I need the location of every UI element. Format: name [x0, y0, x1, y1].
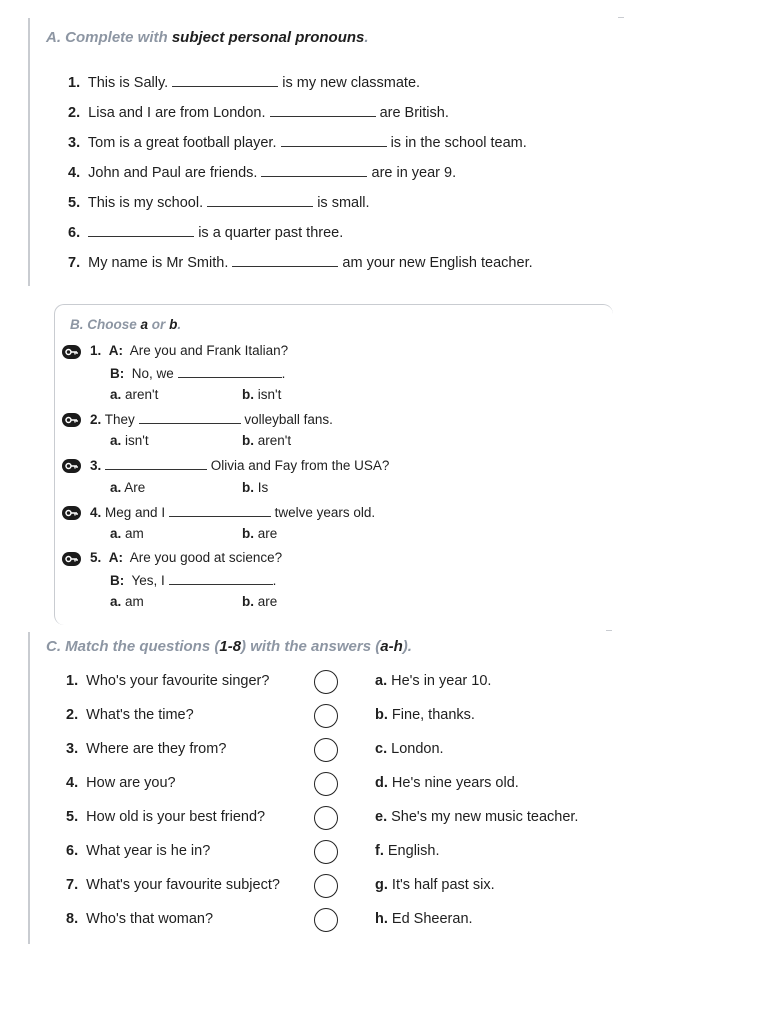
question-item: 2. What's the time?	[66, 707, 194, 723]
key-icon[interactable]	[62, 459, 81, 473]
answer-item: h. Ed Sheeran.	[375, 911, 473, 927]
exercise-b-item-1-reply: B: No, we .	[110, 366, 286, 381]
question-item: 5. How old is your best friend?	[66, 809, 266, 825]
exercise-a-item: 2. Lisa and I are from London. are British.	[68, 105, 449, 121]
answer-blank[interactable]	[105, 457, 207, 470]
exercise-a-item: 1. This is Sally. is my new classmate.	[68, 75, 421, 91]
answer-item: f. English.	[375, 843, 440, 859]
key-icon[interactable]	[62, 345, 81, 359]
question-item: 8. Who's that woman?	[66, 911, 214, 927]
answer-circle[interactable]	[314, 840, 338, 864]
question-item: 1. Who's your favourite singer?	[66, 673, 270, 689]
question-item: 6. What year is he in?	[66, 843, 211, 859]
answer-item: a. He's in year 10.	[375, 673, 492, 689]
question-item: 4. How are you?	[66, 775, 176, 791]
option-a[interactable]: a. isn't	[110, 433, 149, 448]
option-a[interactable]: a. am	[110, 594, 144, 609]
section-b-title: B. Choose a or b.	[70, 317, 182, 332]
option-b[interactable]: b. aren't	[242, 433, 292, 448]
section-a-title: A. Complete with subject personal pronouns.	[46, 29, 369, 46]
section-a-margin-line	[28, 18, 30, 286]
option-a[interactable]: a. aren't	[110, 387, 159, 402]
exercise-b-item-2: 2. They volleyball fans.	[90, 412, 333, 427]
option-b[interactable]: b. Is	[242, 480, 269, 495]
answer-item: c. London.	[375, 741, 444, 757]
answer-circle[interactable]	[314, 908, 338, 932]
answer-blank[interactable]	[172, 74, 278, 87]
answer-blank[interactable]	[88, 224, 194, 237]
answer-circle[interactable]	[314, 670, 338, 694]
answer-blank[interactable]	[139, 411, 241, 424]
exercise-a-item: 3. Tom is a great football player. is in the school team.	[68, 135, 527, 151]
option-b[interactable]: b. are	[242, 526, 278, 541]
exercise-a-item: 4. John and Paul are friends. are in year 9.	[68, 165, 457, 181]
answer-circle[interactable]	[314, 738, 338, 762]
exercise-b-item-1: 1. A: Are you and Frank Italian?	[90, 343, 289, 358]
answer-circle[interactable]	[314, 704, 338, 728]
exercise-a-item: 7. My name is Mr Smith. am your new English teacher.	[68, 255, 533, 271]
key-icon[interactable]	[62, 552, 81, 566]
answer-item: d. He's nine years old.	[375, 775, 519, 791]
corner-tick	[618, 17, 624, 18]
answer-blank[interactable]	[281, 134, 387, 147]
exercise-b-item-5-reply: B: Yes, I .	[110, 573, 277, 588]
exercise-a-item: 5. This is my school. is small.	[68, 195, 370, 211]
answer-blank[interactable]	[178, 365, 282, 378]
answer-item: b. Fine, thanks.	[375, 707, 475, 723]
question-item: 7. What's your favourite subject?	[66, 877, 280, 893]
answer-blank[interactable]	[169, 572, 273, 585]
exercise-a-item: 6. is a quarter past three.	[68, 225, 344, 241]
option-a[interactable]: a. Are	[110, 480, 146, 495]
key-icon[interactable]	[62, 506, 81, 520]
option-b[interactable]: b. are	[242, 594, 278, 609]
section-c-margin-line	[28, 632, 30, 944]
section-c-title: C. Match the questions (1-8) with the answers (a-h).	[46, 638, 412, 655]
option-a[interactable]: a. am	[110, 526, 144, 541]
answer-blank[interactable]	[270, 104, 376, 117]
answer-circle[interactable]	[314, 772, 338, 796]
answer-blank[interactable]	[261, 164, 367, 177]
answer-item: e. She's my new music teacher.	[375, 809, 579, 825]
answer-blank[interactable]	[169, 504, 271, 517]
answer-item: g. It's half past six.	[375, 877, 495, 893]
answer-blank[interactable]	[232, 254, 338, 267]
answer-circle[interactable]	[314, 806, 338, 830]
exercise-b-item-4: 4. Meg and I twelve years old.	[90, 505, 376, 520]
answer-blank[interactable]	[207, 194, 313, 207]
exercise-b-item-3: 3. Olivia and Fay from the USA?	[90, 458, 390, 473]
question-item: 3. Where are they from?	[66, 741, 227, 757]
key-icon[interactable]	[62, 413, 81, 427]
option-b[interactable]: b. isn't	[242, 387, 282, 402]
answer-circle[interactable]	[314, 874, 338, 898]
exercise-b-item-5: 5. A: Are you good at science?	[90, 550, 283, 565]
corner-tick	[606, 630, 612, 631]
